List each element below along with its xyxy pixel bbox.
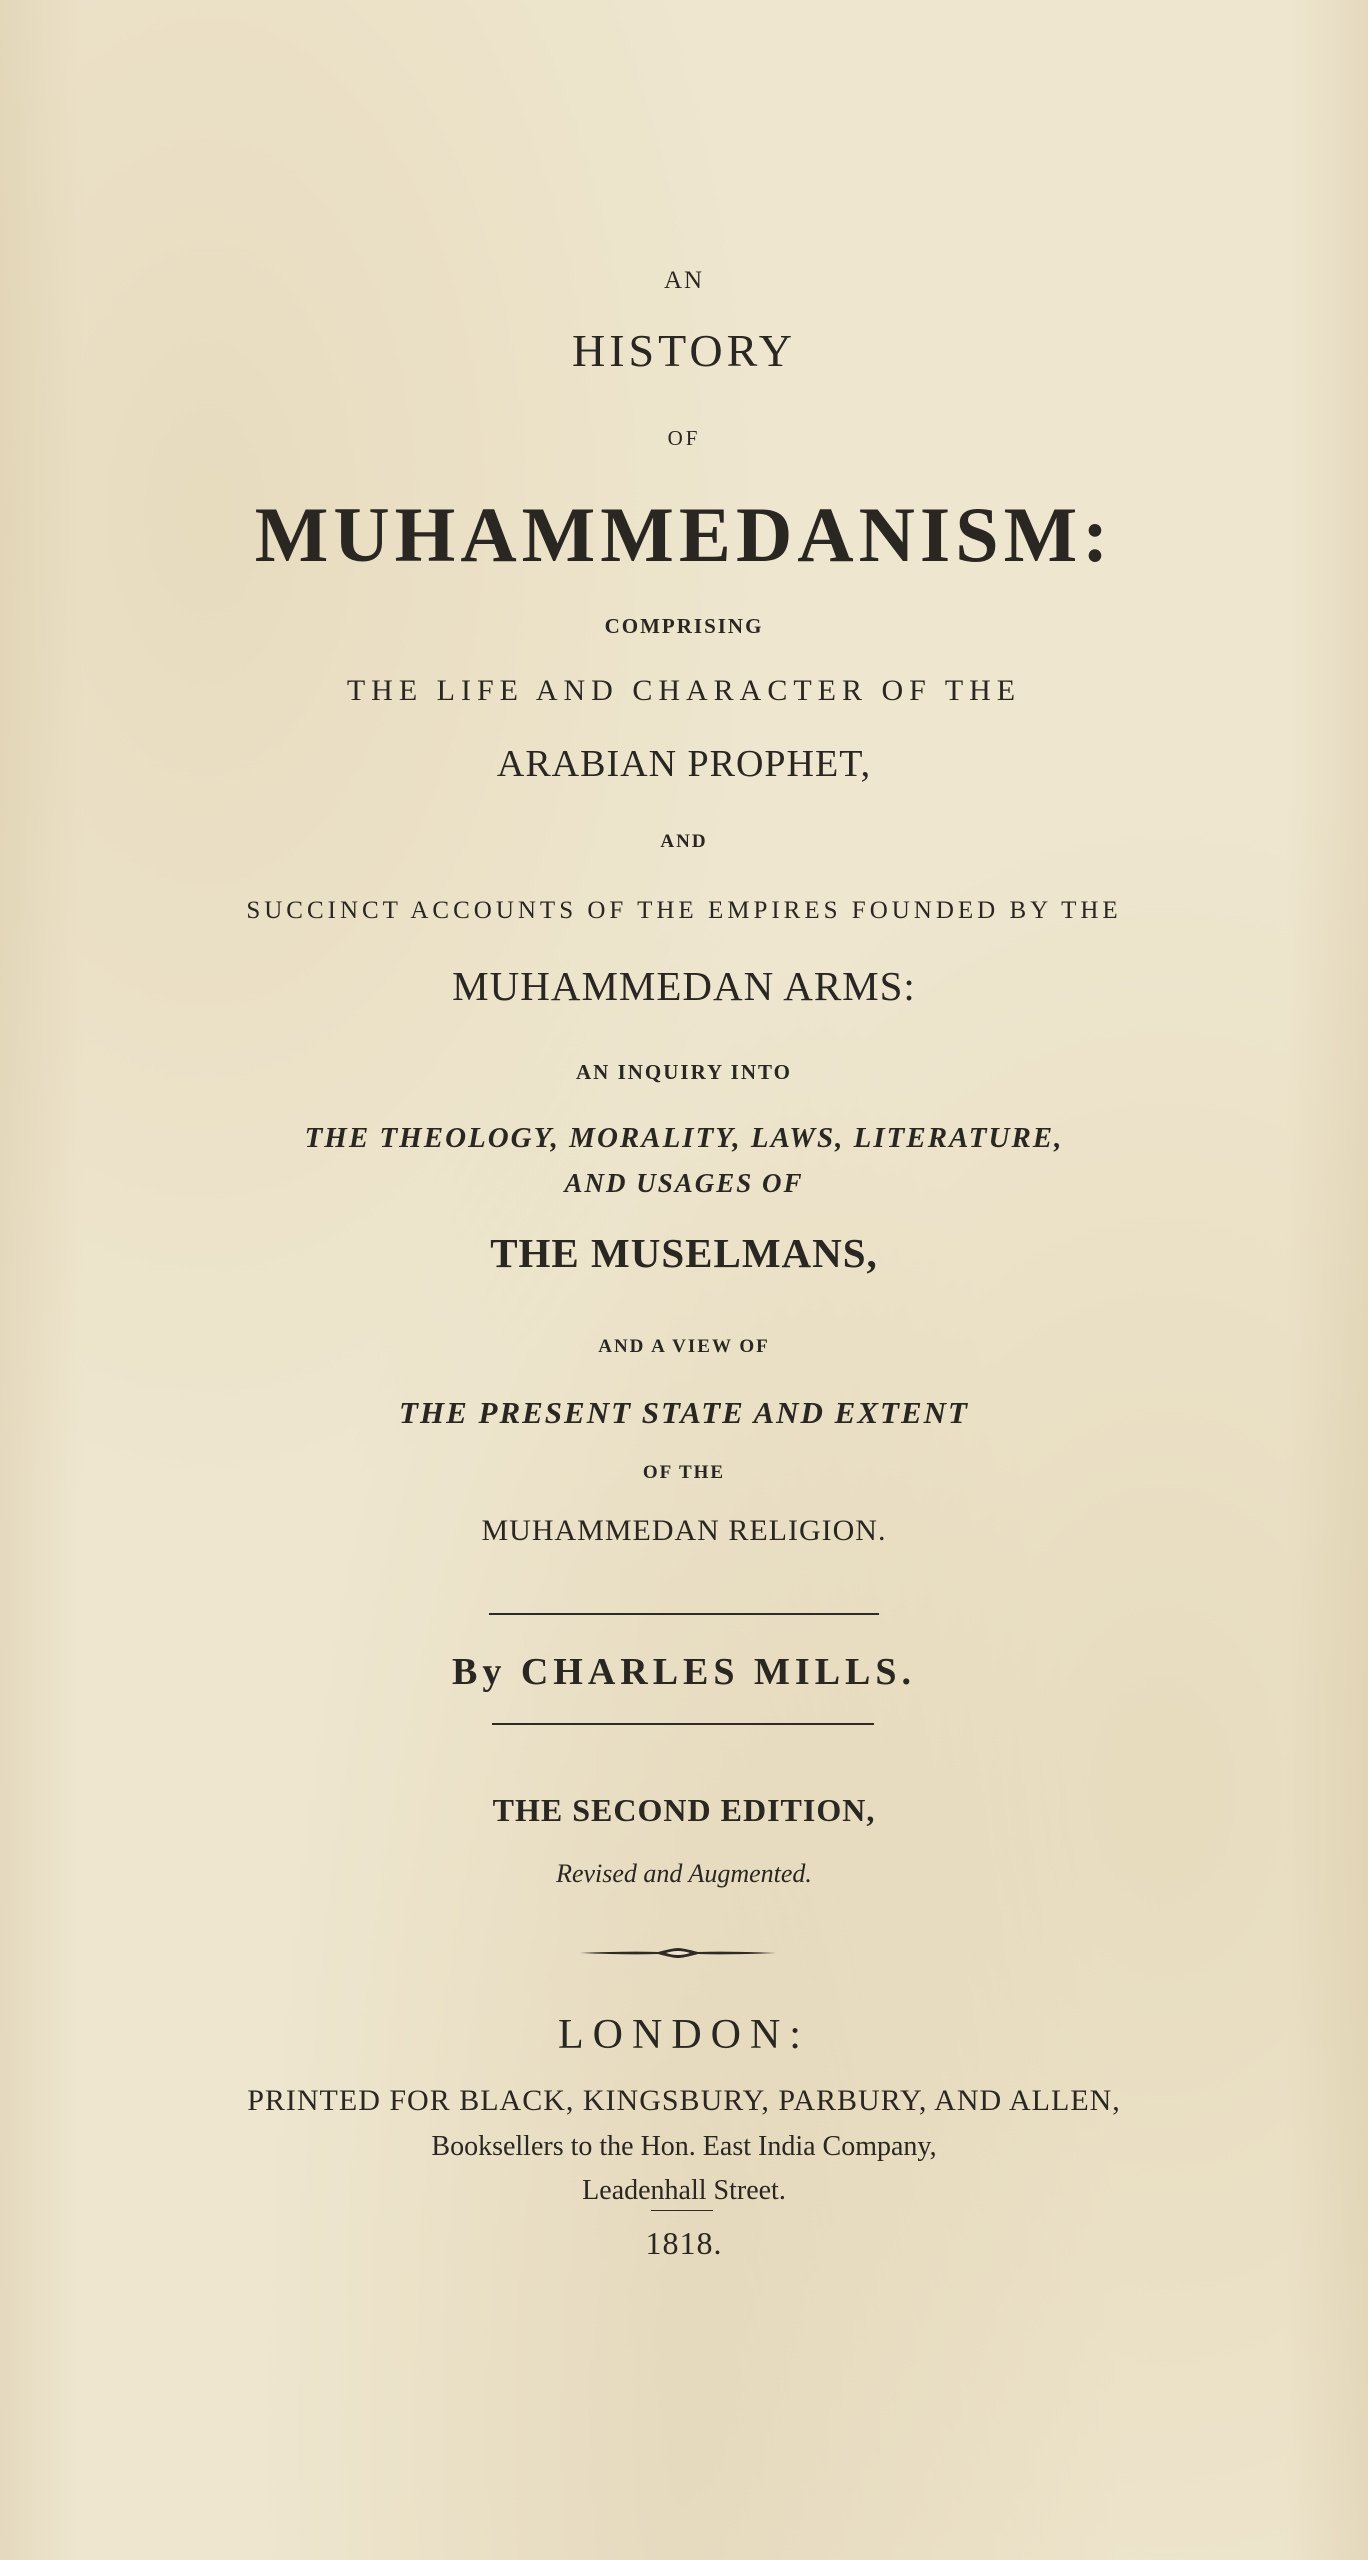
author-name: CHARLES MILLS. bbox=[520, 1651, 917, 1693]
and-line: AND bbox=[660, 831, 708, 852]
muselmans-line: THE MUSELMANS, bbox=[490, 1230, 878, 1276]
religion-line: MUHAMMEDAN RELIGION. bbox=[481, 1514, 887, 1547]
printed-for-line: PRINTED FOR BLACK, KINGSBURY, PARBURY, AND ALLEN, bbox=[247, 2084, 1121, 2117]
year-line: 1818. bbox=[645, 2225, 723, 2261]
line-history: HISTORY bbox=[572, 325, 796, 376]
booksellers-line: Booksellers to the Hon. East India Company, bbox=[431, 2131, 937, 2162]
lower-rule bbox=[492, 1723, 874, 1725]
line-an: AN bbox=[663, 267, 705, 294]
usages-line: AND USAGES OF bbox=[564, 1168, 804, 1198]
comprising-line: COMPRISING bbox=[604, 614, 764, 638]
author-line bbox=[0, 1653, 1368, 1691]
revised-line: Revised and Augmented. bbox=[556, 1859, 812, 1888]
short-rule bbox=[651, 2210, 713, 2211]
street-line: Leadenhall Street. bbox=[582, 2175, 786, 2206]
of-the-line: OF THE bbox=[642, 1462, 726, 1483]
succinct-accounts-line: SUCCINCT ACCOUNTS OF THE EMPIRES FOUNDED BY THE bbox=[246, 897, 1122, 924]
inquiry-into-line: AN INQUIRY INTO bbox=[576, 1060, 792, 1084]
ornament-divider-icon bbox=[578, 1946, 778, 1960]
upper-rule bbox=[489, 1613, 879, 1615]
london-line: LONDON: bbox=[558, 2012, 810, 2058]
arabian-prophet-line: ARABIAN PROPHET, bbox=[496, 743, 872, 785]
theology-line: THE THEOLOGY, MORALITY, LAWS, LITERATURE, bbox=[304, 1122, 1064, 1154]
life-and-character-line: THE LIFE AND CHARACTER OF THE bbox=[346, 674, 1022, 707]
present-state-line: THE PRESENT STATE AND EXTENT bbox=[399, 1395, 969, 1430]
view-of-line: AND A VIEW OF bbox=[598, 1336, 770, 1357]
line-of: OF bbox=[667, 426, 701, 450]
edition-line: THE SECOND EDITION, bbox=[492, 1792, 876, 1828]
muhammedan-arms-line: MUHAMMEDAN ARMS: bbox=[452, 963, 916, 1009]
main-title: MUHAMMEDANISM: bbox=[254, 491, 1114, 578]
author-by: By bbox=[451, 1651, 507, 1693]
